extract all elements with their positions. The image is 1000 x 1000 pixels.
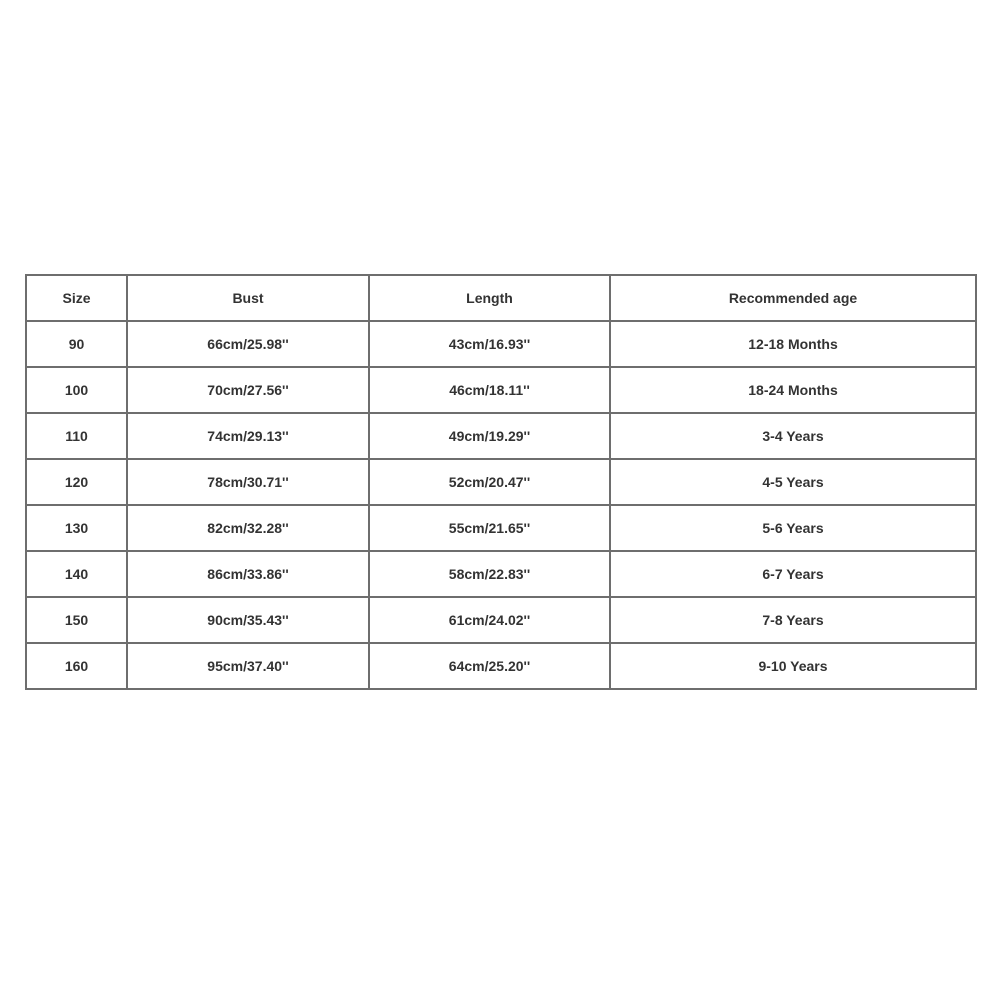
cell-size: 100 — [26, 367, 127, 413]
cell-age: 4-5 Years — [610, 459, 976, 505]
cell-length: 58cm/22.83'' — [369, 551, 610, 597]
cell-age: 3-4 Years — [610, 413, 976, 459]
cell-size: 150 — [26, 597, 127, 643]
cell-bust: 82cm/32.28'' — [127, 505, 369, 551]
table-row — [26, 413, 976, 459]
header-row — [26, 275, 976, 321]
cell-bust: 90cm/35.43'' — [127, 597, 369, 643]
header-size: Size — [26, 275, 127, 321]
cell-size: 130 — [26, 505, 127, 551]
table-row — [26, 505, 976, 551]
cell-size: 120 — [26, 459, 127, 505]
cell-length: 55cm/21.65'' — [369, 505, 610, 551]
cell-age: 6-7 Years — [610, 551, 976, 597]
cell-age: 7-8 Years — [610, 597, 976, 643]
cell-bust: 66cm/25.98'' — [127, 321, 369, 367]
table-row — [26, 321, 976, 367]
cell-bust: 95cm/37.40'' — [127, 643, 369, 689]
cell-length: 43cm/16.93'' — [369, 321, 610, 367]
table-row — [26, 597, 976, 643]
cell-bust: 74cm/29.13'' — [127, 413, 369, 459]
cell-length: 52cm/20.47'' — [369, 459, 610, 505]
header-bust: Bust — [127, 275, 369, 321]
table-row — [26, 551, 976, 597]
cell-age: 9-10 Years — [610, 643, 976, 689]
table-body — [26, 321, 976, 689]
cell-age: 18-24 Months — [610, 367, 976, 413]
table-row — [26, 459, 976, 505]
cell-length: 64cm/25.20'' — [369, 643, 610, 689]
cell-size: 90 — [26, 321, 127, 367]
table-row — [26, 643, 976, 689]
cell-bust: 86cm/33.86'' — [127, 551, 369, 597]
cell-length: 61cm/24.02'' — [369, 597, 610, 643]
cell-bust: 70cm/27.56'' — [127, 367, 369, 413]
cell-age: 12-18 Months — [610, 321, 976, 367]
table-header — [26, 275, 976, 321]
cell-size: 160 — [26, 643, 127, 689]
cell-bust: 78cm/30.71'' — [127, 459, 369, 505]
cell-size: 110 — [26, 413, 127, 459]
cell-length: 49cm/19.29'' — [369, 413, 610, 459]
cell-length: 46cm/18.11'' — [369, 367, 610, 413]
header-recommended-age: Recommended age — [610, 275, 976, 321]
size-chart-table — [25, 274, 977, 690]
cell-size: 140 — [26, 551, 127, 597]
cell-age: 5-6 Years — [610, 505, 976, 551]
header-length: Length — [369, 275, 610, 321]
table-row — [26, 367, 976, 413]
